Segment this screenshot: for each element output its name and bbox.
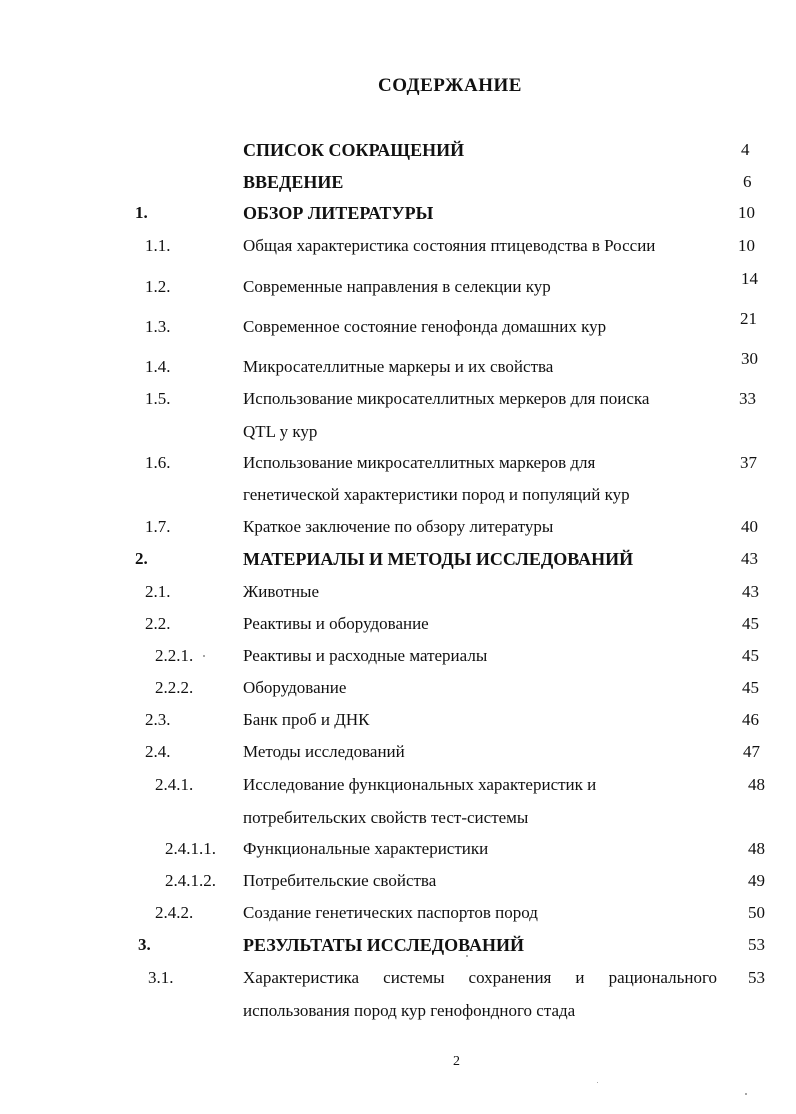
toc-entry-text: Оборудование [243,678,347,697]
toc-entry [0,903,796,933]
toc-entry [0,453,796,513]
toc-entry-number: 1.4. [145,357,171,376]
toc-entry-page: 14 [741,269,758,288]
toc-entry-number: 1.1. [145,236,171,255]
toc-entry-text: Характеристика системы сохранения и рационального [243,968,717,987]
toc-entry [0,678,796,708]
toc-entry [0,710,796,740]
page-number: 2 [453,1054,460,1069]
toc-entry [0,349,796,387]
scan-speck [745,1093,747,1095]
toc-entry [0,646,796,676]
toc-entry-text: Исследование функциональных характеристик и [243,775,597,794]
toc-entry [0,172,796,202]
toc-entry-number: 2.2.2. [155,678,194,697]
toc-entry [0,839,796,869]
toc-entry [0,517,796,547]
toc-entry-text: ОБЗОР ЛИТЕРАТУРЫ [243,203,434,223]
toc-entry-page: 4 [741,140,750,159]
toc-entry [0,935,796,965]
toc-entry-page: 50 [748,903,765,922]
toc-entry [0,549,796,579]
toc-entry-number: 2.3. [145,710,171,729]
toc-entry-number: 1. [135,203,148,222]
toc-entry-text: Реактивы и оборудование [243,614,429,633]
toc-entry-text: Использование микросателлитных маркеров для [243,453,596,472]
toc-entry-text-continued: потребительских свойств тест-системы [243,808,529,827]
toc-entry-page: 10 [738,236,755,255]
toc-entry-text: Краткое заключение по обзору литературы [243,517,554,536]
toc-entry-number: 2.2.1. [155,646,194,665]
toc-entry-text: СПИСОК СОКРАЩЕНИЙ [243,140,465,160]
toc-entry-text: Создание генетических паспортов пород [243,903,538,922]
toc-entry [0,968,796,1028]
toc-entry-number: 2.1. [145,582,171,601]
toc-entry-page: 53 [748,935,765,954]
toc-entry-text: Потребительские свойства [243,871,437,890]
toc-entry-page: 45 [742,614,759,633]
toc-entry [0,871,796,901]
toc-entry-number: 2. [135,549,148,568]
toc-entry-text: Методы исследований [243,742,405,761]
toc-entry [0,203,796,233]
toc-entry-page: 40 [741,517,758,536]
toc-entry-page: 48 [748,775,765,794]
toc-entry-page: 45 [742,678,759,697]
toc-entry-text: МАТЕРИАЛЫ И МЕТОДЫ ИССЛЕДОВАНИЙ [243,549,634,569]
toc-entry-number: 3.1. [148,968,174,987]
toc-entry-page: 53 [748,968,765,987]
toc-entry-text: Современные направления в селекции кур [243,277,551,296]
toc-entry-page: 37 [740,453,757,472]
toc-entry-text: Реактивы и расходные материалы [243,646,488,665]
toc-entry-number: 1.7. [145,517,171,536]
scan-speck [203,655,205,657]
toc-entry-page: 45 [742,646,759,665]
toc-entry-number: 2.4. [145,742,171,761]
page-title: СОДЕРЖАНИЕ [378,75,522,96]
toc-entry [0,775,796,835]
scan-speck [466,955,468,957]
toc-entry-page: 6 [743,172,752,191]
toc-entry-number: 1.5. [145,389,171,408]
toc-entry-page: 10 [738,203,755,222]
toc-entry [0,389,796,449]
scan-speck [597,1082,598,1083]
toc-entry [0,269,796,307]
toc-entry [0,742,796,772]
toc-entry-number: 1.2. [145,277,171,296]
toc-entry-number: 1.3. [145,317,171,336]
toc-entry-number: 2.4.1.2. [165,871,216,890]
toc-entry [0,140,796,170]
toc-entry-text-continued: QTL у кур [243,422,318,441]
toc-entry [0,236,796,266]
toc-entry-page: 48 [748,839,765,858]
toc-entry-page: 30 [741,349,758,368]
toc-entry-page: 49 [748,871,765,890]
toc-entry-page: 46 [742,710,759,729]
toc-entry-page: 33 [739,389,756,408]
toc-entry-text-continued: использования пород кур генофондного стада [243,1001,576,1020]
toc-entry-text: РЕЗУЛЬТАТЫ ИССЛЕДОВАНИЙ [243,935,525,955]
toc-entry-number: 1.6. [145,453,171,472]
toc-entry-text: Функциональные характеристики [243,839,489,858]
toc-entry-text-continued: генетической характеристики пород и популяций кур [243,485,630,504]
toc-entry-page: 43 [742,582,759,601]
toc-entry-number: 2.4.2. [155,903,194,922]
toc-entry-text: Современное состояние генофонда домашних кур [243,317,607,336]
toc-entry-number: 2.2. [145,614,171,633]
toc-entry-number: 3. [138,935,151,954]
toc-entry-text: ВВЕДЕНИЕ [243,172,344,192]
toc-entry [0,309,796,347]
toc-entry-number: 2.4.1.1. [165,839,216,858]
toc-entry-page: 47 [743,742,760,761]
toc-entry-number: 2.4.1. [155,775,194,794]
toc-entry-page: 21 [740,309,757,328]
toc-entry [0,582,796,612]
toc-entry-text: Общая характеристика состояния птицеводства в России [243,236,656,255]
toc-entry-text: Микросателлитные маркеры и их свойства [243,357,554,376]
toc-entry-text: Банк проб и ДНК [243,710,370,729]
toc-entry-text: Использование микросателлитных меркеров для поиска [243,389,650,408]
toc-entry-page: 43 [741,549,758,568]
toc-entry [0,614,796,644]
toc-entry-text: Животные [243,582,320,601]
